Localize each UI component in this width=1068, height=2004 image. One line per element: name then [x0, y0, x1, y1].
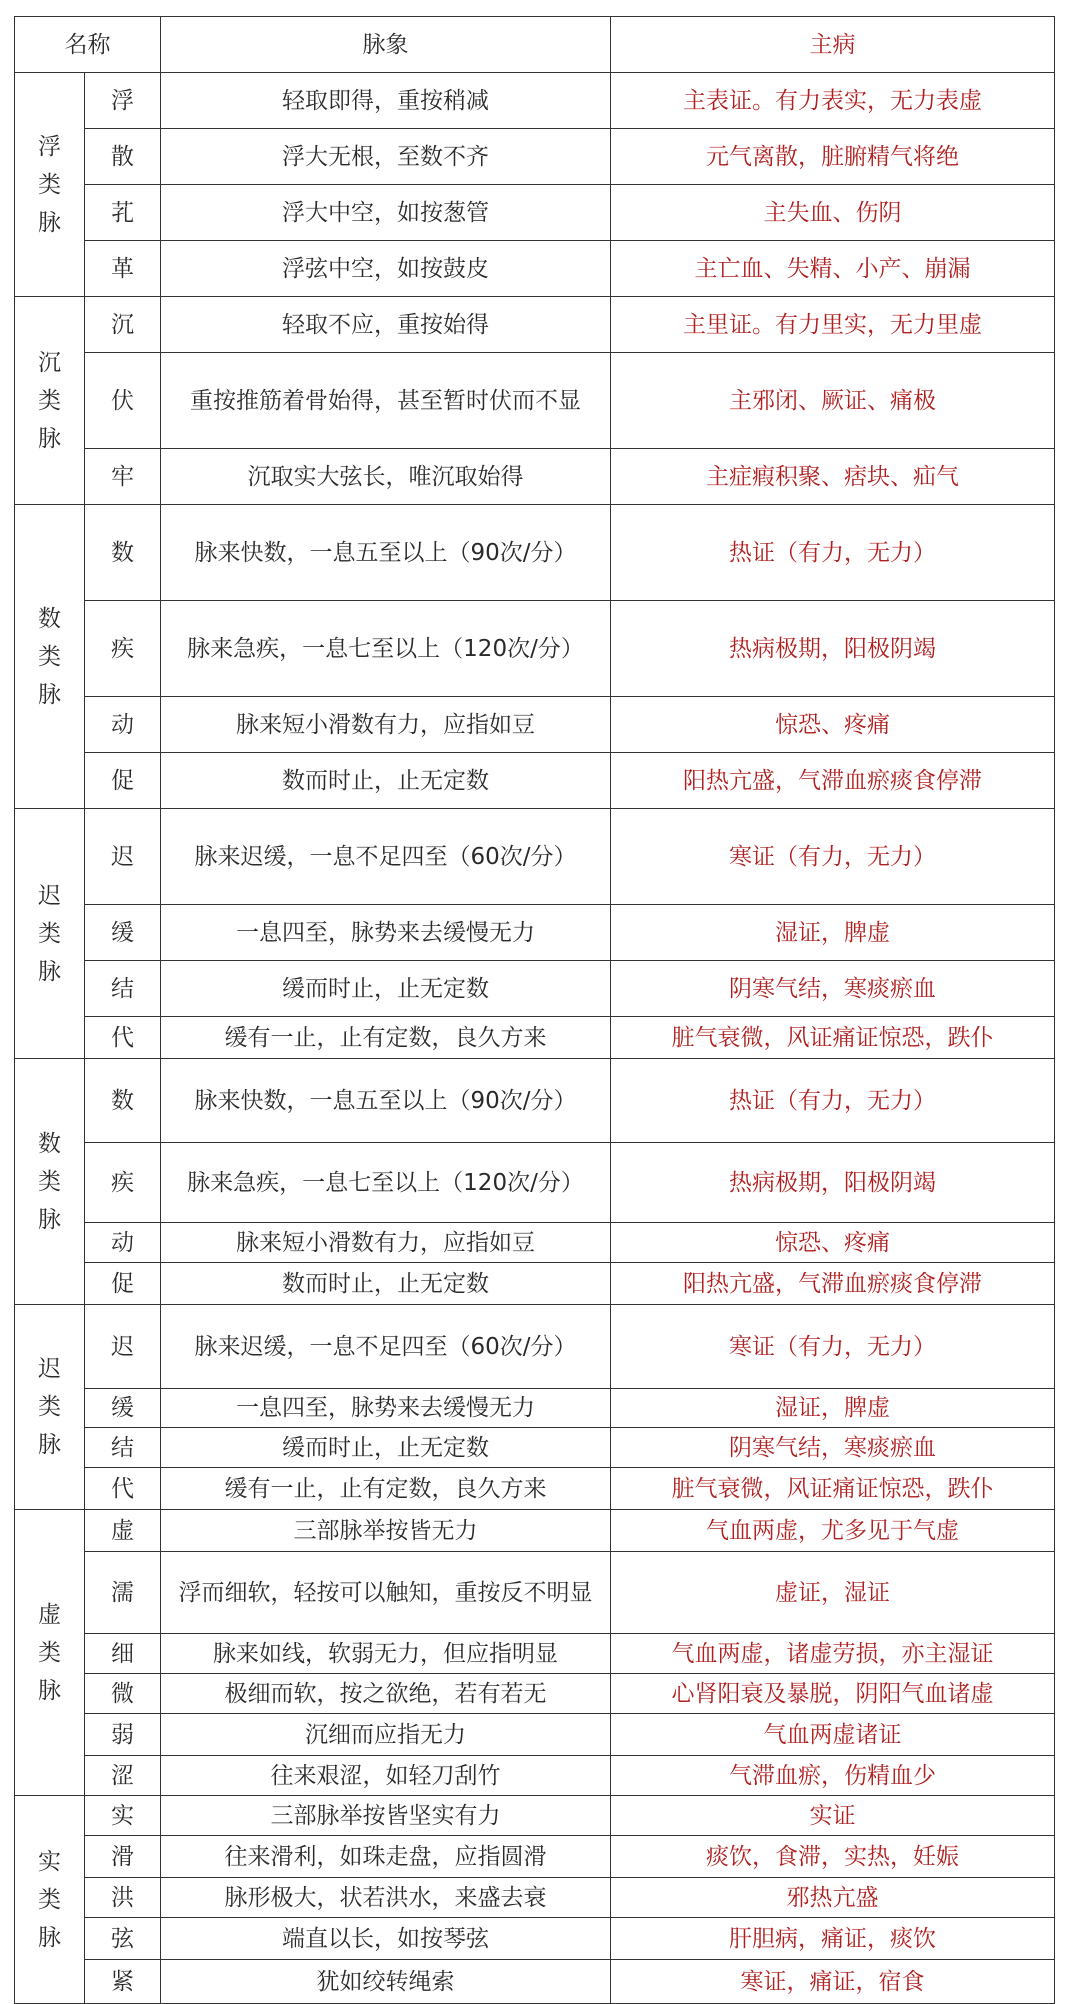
- pulse-image-cell: 缓而时止，止无定数: [161, 1428, 611, 1468]
- pulse-name-cell: 实: [85, 1796, 161, 1836]
- pulse-name-cell: 促: [85, 753, 161, 809]
- pulse-name-cell: 动: [85, 1223, 161, 1263]
- pulse-name-cell: 疾: [85, 601, 161, 697]
- category-cell: 数 类 脉: [15, 505, 85, 809]
- pulse-name-cell: 代: [85, 1017, 161, 1059]
- table-row: [15, 73, 1055, 129]
- pulse-image-cell: 脉来如线，软弱无力，但应指明显: [161, 1634, 611, 1674]
- table-row: [15, 1389, 1055, 1428]
- pulse-image-cell: 脉来迟缓，一息不足四至（60次/分）: [161, 809, 611, 905]
- table-row: [15, 1468, 1055, 1510]
- pulse-name-cell: 濡: [85, 1552, 161, 1634]
- table-row: [15, 753, 1055, 809]
- table-row: [15, 1634, 1055, 1674]
- table-row: [15, 1552, 1055, 1634]
- main-disease-cell: 邪热亢盛: [611, 1878, 1055, 1918]
- pulse-name-cell: 结: [85, 961, 161, 1017]
- main-disease-cell: 热证（有力，无力）: [611, 505, 1055, 601]
- main-disease-cell: 湿证，脾虚: [611, 905, 1055, 961]
- main-disease-cell: 主邪闭、厥证、痛极: [611, 353, 1055, 449]
- header-pulse-image: 脉象: [161, 17, 611, 73]
- main-disease-cell: 湿证，脾虚: [611, 1389, 1055, 1428]
- table-row: [15, 601, 1055, 697]
- pulse-image-cell: 一息四至，脉势来去缓慢无力: [161, 1389, 611, 1428]
- pulse-image-cell: 犹如绞转绳索: [161, 1960, 611, 2004]
- pulse-name-cell: 革: [85, 241, 161, 297]
- pulse-name-cell: 涩: [85, 1756, 161, 1796]
- pulse-image-cell: 脉来短小滑数有力，应指如豆: [161, 1223, 611, 1263]
- pulse-name-cell: 缓: [85, 1389, 161, 1428]
- main-disease-cell: 心肾阳衰及暴脱，阴阳气血诸虚: [611, 1674, 1055, 1714]
- table-row: [15, 697, 1055, 753]
- main-disease-cell: 气血两虚，尤多见于气虚: [611, 1510, 1055, 1552]
- table-row: [15, 1918, 1055, 1960]
- pulse-image-cell: 浮大中空，如按葱管: [161, 185, 611, 241]
- pulse-name-cell: 散: [85, 129, 161, 185]
- pulse-image-cell: 脉来快数，一息五至以上（90次/分）: [161, 1059, 611, 1143]
- pulse-name-cell: 数: [85, 1059, 161, 1143]
- category-cell: 迟 类 脉: [15, 809, 85, 1059]
- pulse-image-cell: 缓有一止，止有定数，良久方来: [161, 1468, 611, 1510]
- main-disease-cell: 虚证，湿证: [611, 1552, 1055, 1634]
- table-row: [15, 1263, 1055, 1305]
- pulse-name-cell: 代: [85, 1468, 161, 1510]
- pulse-table: [14, 16, 1055, 2004]
- pulse-image-cell: 脉来短小滑数有力，应指如豆: [161, 697, 611, 753]
- table-row: [15, 905, 1055, 961]
- pulse-name-cell: 紧: [85, 1960, 161, 2004]
- pulse-image-cell: 数而时止，止无定数: [161, 1263, 611, 1305]
- main-disease-cell: 寒证（有力，无力）: [611, 1305, 1055, 1389]
- table-row: [15, 241, 1055, 297]
- pulse-name-cell: 弱: [85, 1714, 161, 1756]
- pulse-image-cell: 缓有一止，止有定数，良久方来: [161, 1017, 611, 1059]
- pulse-image-cell: 往来艰涩，如轻刀刮竹: [161, 1756, 611, 1796]
- pulse-name-cell: 微: [85, 1674, 161, 1714]
- table-row: [15, 1059, 1055, 1143]
- pulse-image-cell: 三部脉举按皆无力: [161, 1510, 611, 1552]
- table-row: [15, 1756, 1055, 1796]
- category-cell: 沉 类 脉: [15, 297, 85, 505]
- main-disease-cell: 气血两虚诸证: [611, 1714, 1055, 1756]
- pulse-image-cell: 轻取不应，重按始得: [161, 297, 611, 353]
- category-cell: 浮 类 脉: [15, 73, 85, 297]
- pulse-image-cell: 脉来急疾，一息七至以上（120次/分）: [161, 601, 611, 697]
- main-disease-cell: 主亡血、失精、小产、崩漏: [611, 241, 1055, 297]
- pulse-image-cell: 浮弦中空，如按鼓皮: [161, 241, 611, 297]
- pulse-name-cell: 弦: [85, 1918, 161, 1960]
- table-row: [15, 1674, 1055, 1714]
- pulse-image-cell: 重按推筋着骨始得，甚至暂时伏而不显: [161, 353, 611, 449]
- pulse-name-cell: 促: [85, 1263, 161, 1305]
- main-disease-cell: 主症瘕积聚、痞块、疝气: [611, 449, 1055, 505]
- main-disease-cell: 气血两虚，诸虚劳损，亦主湿证: [611, 1634, 1055, 1674]
- pulse-image-cell: 缓而时止，止无定数: [161, 961, 611, 1017]
- pulse-image-cell: 浮而细软，轻按可以触知，重按反不明显: [161, 1552, 611, 1634]
- pulse-image-cell: 脉来迟缓，一息不足四至（60次/分）: [161, 1305, 611, 1389]
- table-row: [15, 961, 1055, 1017]
- pulse-name-cell: 动: [85, 697, 161, 753]
- main-disease-cell: 主表证。有力表实，无力表虚: [611, 73, 1055, 129]
- main-disease-cell: 气滞血瘀，伤精血少: [611, 1756, 1055, 1796]
- pulse-name-cell: 结: [85, 1428, 161, 1468]
- pulse-image-cell: 一息四至，脉势来去缓慢无力: [161, 905, 611, 961]
- table-row: [15, 1878, 1055, 1918]
- main-disease-cell: 痰饮，食滞，实热，妊娠: [611, 1836, 1055, 1878]
- main-disease-cell: 实证: [611, 1796, 1055, 1836]
- pulse-image-cell: 浮大无根，至数不齐: [161, 129, 611, 185]
- main-disease-cell: 阳热亢盛，气滞血瘀痰食停滞: [611, 753, 1055, 809]
- table-row: [15, 1143, 1055, 1223]
- header-main-disease: 主病: [611, 17, 1055, 73]
- main-disease-cell: 热证（有力，无力）: [611, 1059, 1055, 1143]
- main-disease-cell: 热病极期，阳极阴竭: [611, 1143, 1055, 1223]
- table-row: [15, 1428, 1055, 1468]
- pulse-name-cell: 伏: [85, 353, 161, 449]
- table-row: [15, 1796, 1055, 1836]
- main-disease-cell: 热病极期，阳极阴竭: [611, 601, 1055, 697]
- pulse-image-cell: 端直以长，如按琴弦: [161, 1918, 611, 1960]
- pulse-name-cell: 洪: [85, 1878, 161, 1918]
- table-row: [15, 449, 1055, 505]
- main-disease-cell: 阳热亢盛，气滞血瘀痰食停滞: [611, 1263, 1055, 1305]
- category-cell: 迟 类 脉: [15, 1305, 85, 1510]
- table-row: [15, 185, 1055, 241]
- category-cell: 实 类 脉: [15, 1796, 85, 2004]
- main-disease-cell: 寒证（有力，无力）: [611, 809, 1055, 905]
- main-disease-cell: 寒证，痛证，宿食: [611, 1960, 1055, 2004]
- pulse-name-cell: 虚: [85, 1510, 161, 1552]
- pulse-image-cell: 三部脉举按皆坚实有力: [161, 1796, 611, 1836]
- category-cell: 虚 类 脉: [15, 1510, 85, 1796]
- table-row: [15, 1510, 1055, 1552]
- pulse-image-cell: 数而时止，止无定数: [161, 753, 611, 809]
- table-row: [15, 809, 1055, 905]
- table-row: [15, 505, 1055, 601]
- table-row: [15, 297, 1055, 353]
- table-row: [15, 353, 1055, 449]
- table-row: [15, 1305, 1055, 1389]
- main-disease-cell: 惊恐、疼痛: [611, 697, 1055, 753]
- pulse-name-cell: 牢: [85, 449, 161, 505]
- pulse-image-cell: 脉来快数，一息五至以上（90次/分）: [161, 505, 611, 601]
- main-disease-cell: 主里证。有力里实，无力里虚: [611, 297, 1055, 353]
- table-row: [15, 1836, 1055, 1878]
- main-disease-cell: 阴寒气结，寒痰瘀血: [611, 961, 1055, 1017]
- table-body: [15, 73, 1055, 2004]
- pulse-name-cell: 细: [85, 1634, 161, 1674]
- pulse-name-cell: 疾: [85, 1143, 161, 1223]
- table-row: [15, 1223, 1055, 1263]
- table-row: [15, 1714, 1055, 1756]
- pulse-image-cell: 极细而软，按之欲绝，若有若无: [161, 1674, 611, 1714]
- main-disease-cell: 脏气衰微，风证痛证惊恐，跌仆: [611, 1468, 1055, 1510]
- pulse-image-cell: 脉形极大，状若洪水，来盛去衰: [161, 1878, 611, 1918]
- pulse-image-cell: 往来滑利，如珠走盘，应指圆滑: [161, 1836, 611, 1878]
- main-disease-cell: 肝胆病，痛证，痰饮: [611, 1918, 1055, 1960]
- main-disease-cell: 主失血、伤阴: [611, 185, 1055, 241]
- table-row: [15, 1960, 1055, 2004]
- pulse-name-cell: 浮: [85, 73, 161, 129]
- pulse-image-cell: 沉细而应指无力: [161, 1714, 611, 1756]
- main-disease-cell: 脏气衰微，风证痛证惊恐，跌仆: [611, 1017, 1055, 1059]
- pulse-name-cell: 缓: [85, 905, 161, 961]
- header-row: [15, 17, 1055, 73]
- pulse-image-cell: 脉来急疾，一息七至以上（120次/分）: [161, 1143, 611, 1223]
- main-disease-cell: 阴寒气结，寒痰瘀血: [611, 1428, 1055, 1468]
- pulse-name-cell: 迟: [85, 1305, 161, 1389]
- pulse-name-cell: 数: [85, 505, 161, 601]
- category-cell: 数 类 脉: [15, 1059, 85, 1305]
- main-disease-cell: 惊恐、疼痛: [611, 1223, 1055, 1263]
- pulse-name-cell: 滑: [85, 1836, 161, 1878]
- pulse-image-cell: 轻取即得，重按稍减: [161, 73, 611, 129]
- main-disease-cell: 元气离散，脏腑精气将绝: [611, 129, 1055, 185]
- pulse-name-cell: 迟: [85, 809, 161, 905]
- table-row: [15, 1017, 1055, 1059]
- header-name: 名称: [15, 17, 161, 73]
- pulse-name-cell: 芤: [85, 185, 161, 241]
- pulse-name-cell: 沉: [85, 297, 161, 353]
- table-row: [15, 129, 1055, 185]
- pulse-image-cell: 沉取实大弦长，唯沉取始得: [161, 449, 611, 505]
